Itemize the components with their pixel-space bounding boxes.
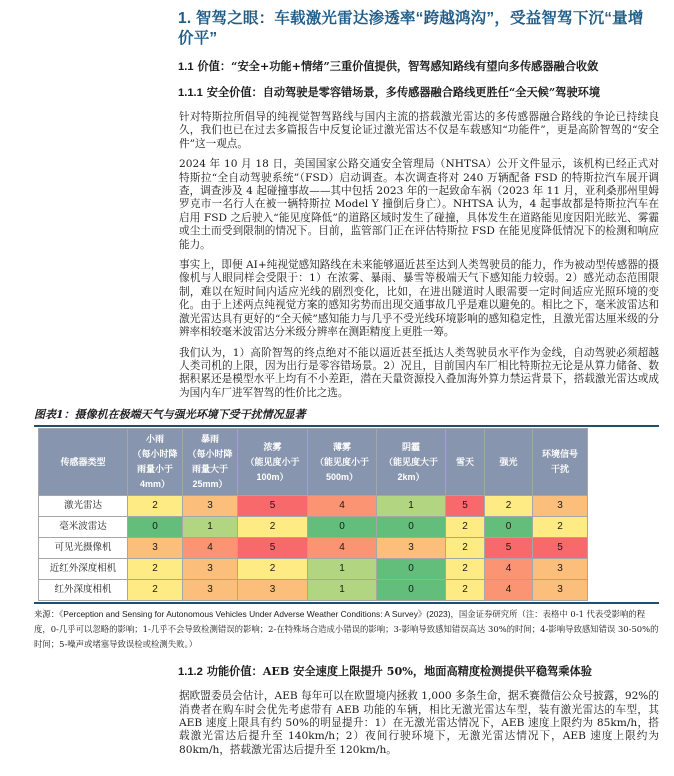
impact-score-cell: 5 xyxy=(485,538,533,559)
paragraph-vision-debate: 针对特斯拉所倡导的纯视觉智驾路线与国内主流的搭载激光雷达的多传感器融合路线的争论已持续良久，我们也已在过去多篇报告中反复论证过激光雷达不仅是车载感知“功能件”，更是高阶智驾的“安全件”这一观点。 xyxy=(179,111,659,150)
figure-block xyxy=(34,407,659,652)
heading-number: 1.1.1 xyxy=(178,87,203,99)
heading-number: 1.1.2 xyxy=(178,666,203,679)
impact-score-cell: 5 xyxy=(238,496,308,517)
column-header-condition: 环境信号 干扰 xyxy=(533,429,588,496)
figure-source xyxy=(34,607,659,652)
row-sensor-name: 激光雷达 xyxy=(39,496,128,517)
impact-score-cell: 1 xyxy=(308,580,377,601)
impact-score-cell: 4 xyxy=(308,496,377,517)
section-heading-1-1 xyxy=(178,59,659,75)
impact-score-cell: 5 xyxy=(533,538,588,559)
impact-score-cell: 3 xyxy=(533,496,588,517)
table-row xyxy=(39,580,588,601)
row-sensor-name: 红外深度相机 xyxy=(39,580,128,601)
column-header-condition: 薄雾 （能见度小于 500m） xyxy=(308,429,377,496)
upper-text-column xyxy=(178,9,659,400)
impact-score-cell: 0 xyxy=(377,559,446,580)
column-header-condition: 暴雨 （每小时降 雨量大于 25mm） xyxy=(183,429,238,496)
impact-score-cell: 3 xyxy=(533,559,588,580)
paragraph-our-view: 我们认为，1）高阶智驾的终点绝对不能以逼近甚至抵达人类驾驶员水平作为金线，自动驾驶必须超越人类司机的上限，因为出行是零容错场景。2）况且，目前国内车厂相比特斯拉无论是从算力储备、数据积累还是模型水平上均有不小差距，潜在天量资源投入叠加海外算力禁运背景下，搭载激光雷达或成为国内车厂进军智驾的性价比之选。 xyxy=(179,346,659,399)
table-header-row xyxy=(39,429,588,496)
impact-score-cell: 5 xyxy=(238,538,308,559)
paragraph-nhtsa-investigation: 2024 年 10 月 18 日，美国国家公路交通安全管理局（NHTSA）公开文件显示，该机构已经正式对特斯拉“全自动驾驶系统”（FSD）启动调查。本次调查将对 240 万辆配备 FSD 的特斯拉汽车展开调查，调查涉及 4 起碰撞事故——其中包括 2023 年的一起致命车祸（2023 年 11 月，亚利桑那州里姆罗克市一名行人在被一辆特斯拉 Model Y 撞倒后身亡）。NHTSA 认为，4 起事故都是特斯拉汽车在启用 FSD 之后驶入“能见度降低”的道路区域时发生了碰撞，具体发生在道路能见度因阳光眩光、雾霾或尘土而受到限制的情况下。目前，监管部门正在评估特斯拉 FSD 在能见度降低情况下的检测和响应能力。 xyxy=(179,158,659,251)
figure-bottom-rule xyxy=(34,602,659,604)
impact-score-cell: 3 xyxy=(183,496,238,517)
impact-score-cell: 0 xyxy=(308,517,377,538)
figure-label: 图表1： xyxy=(34,408,75,422)
source-note: ，国金证券研究所（注：表格中 0-1 代表受影响的程度，0-几乎可以忽略的影响；1-几乎不会导致检测错误的影响；2-在特殊场合造成小错误的影响；3-影响导致感知错误高达 30%的时间；4-影响导致感知错误 30-50%的时间；5-噪声或堵塞导致误检或检测失败。） xyxy=(34,609,659,650)
column-header-condition: 阴霾 （能见度大于 2km） xyxy=(377,429,446,496)
impact-score-cell: 2 xyxy=(446,580,485,601)
row-sensor-name: 毫米波雷达 xyxy=(39,517,128,538)
lower-text-column xyxy=(178,664,659,757)
impact-score-cell: 5 xyxy=(446,496,485,517)
table-row xyxy=(39,559,588,580)
table-row xyxy=(39,538,588,559)
paragraph-aeb: 据欧盟委员会估计，AEB 每年可以在欧盟境内拯救 1,000 多条生命，据禾赛微信公众号披露，92%的消费者在购车时会优先考虑带有 AEB 功能的车辆，相比无激光雷达车型，装有激光雷达的车型，其 AEB 速度上限具有约 50%的明显提升：1）在无激光雷达情况下，AEB 速度上限约为 85km/h，搭载激光雷达后提升至 140km/h；2）夜间行驶环境下，无激光雷达情况下，AEB 速度上限约为 80km/h，搭载激光雷达后提升至 120km/h。 xyxy=(179,690,659,756)
impact-score-cell: 3 xyxy=(183,559,238,580)
source-prefix: 来源： xyxy=(34,609,60,620)
impact-score-cell: 3 xyxy=(533,580,588,601)
impact-score-cell: 2 xyxy=(238,559,308,580)
impact-score-cell: 0 xyxy=(377,580,446,601)
paragraph-camera-limits: 事实上，即便 AI+纯视觉感知路线在未来能够逼近甚至达到人类驾驶员的能力，作为被动型传感器的摄像机与人眼同样会受限于：1）在浓雾、暴雨、暴雪等极端天气下感知能力较弱。2）感光动态范围限制，难以在短时间内适应光线的剧烈变化，比如，在进出隧道时人眼需要一定时间适应光照环境的变化。由于上述两点纯视觉方案的感知劣势而出现交通事故几乎是难以避免的。相比之下，毫米波雷达和激光雷达具有更好的“全天候”感知能力与几乎不受光线环境影响的感知稳定性，且激光雷达厘米级的分辨率相较毫米波雷达分米级分辨率在测距精度上更胜一筹。 xyxy=(179,259,659,339)
sensor-interference-table xyxy=(38,428,588,601)
impact-score-cell: 2 xyxy=(128,580,183,601)
heading-text: 价值：“安全+功能+情绪”三重价值提供，智驾感知路线有望向多传感器融合收敛 xyxy=(193,59,599,73)
source-title: 《Perception and Sensing for Autonomous Vehicles Under Adverse Weather Conditions: A Survey》(2023) xyxy=(59,609,451,620)
table-row xyxy=(39,496,588,517)
section-heading-1: 1. 智驾之眼：车载激光雷达渗透率“跨越鸿沟”，受益智驾下沉“量增价平” xyxy=(178,10,644,47)
table-row xyxy=(39,517,588,538)
impact-score-cell: 2 xyxy=(238,517,308,538)
impact-score-cell: 3 xyxy=(183,580,238,601)
impact-score-cell: 2 xyxy=(533,517,588,538)
impact-score-cell: 4 xyxy=(183,538,238,559)
column-header-sensor-type: 传感器类型 xyxy=(39,429,128,496)
section-heading-1-1-2 xyxy=(178,664,659,680)
column-header-condition: 强光 xyxy=(485,429,533,496)
impact-score-cell: 2 xyxy=(446,538,485,559)
impact-score-cell: 2 xyxy=(446,559,485,580)
impact-score-cell: 0 xyxy=(485,517,533,538)
heading-text: 安全价值：自动驾驶是零容错场景，多传感器融合路线更胜任“全天候”驾驶环境 xyxy=(202,85,601,99)
impact-score-cell: 4 xyxy=(485,580,533,601)
impact-score-cell: 2 xyxy=(128,496,183,517)
figure-top-rule xyxy=(34,425,659,427)
impact-score-cell: 4 xyxy=(485,559,533,580)
impact-score-cell: 4 xyxy=(308,538,377,559)
row-sensor-name: 近红外深度相机 xyxy=(39,559,128,580)
impact-score-cell: 1 xyxy=(183,517,238,538)
section-heading-1-1-1 xyxy=(178,85,659,101)
impact-score-cell: 2 xyxy=(446,517,485,538)
impact-score-cell: 1 xyxy=(308,559,377,580)
impact-score-cell: 3 xyxy=(128,538,183,559)
heading-text: 功能价值：AEB 安全速度上限提升 50%，地面高精度检测提供平稳驾乘体验 xyxy=(202,664,592,679)
impact-score-cell: 1 xyxy=(377,496,446,517)
figure-title: 摄像机在极端天气与强光环境下受干扰情况显著 xyxy=(74,408,306,422)
impact-score-cell: 0 xyxy=(128,517,183,538)
column-header-condition: 雪天 xyxy=(446,429,485,496)
heading-number: 1.1 xyxy=(178,61,194,73)
impact-score-cell: 3 xyxy=(238,580,308,601)
impact-score-cell: 3 xyxy=(377,538,446,559)
row-sensor-name: 可见光摄像机 xyxy=(39,538,128,559)
impact-score-cell: 2 xyxy=(485,496,533,517)
column-header-condition: 浓雾 （能见度小于 100m） xyxy=(238,429,308,496)
figure-caption xyxy=(34,407,659,422)
impact-score-cell: 2 xyxy=(128,559,183,580)
column-header-condition: 小雨 （每小时降 雨量小于 4mm） xyxy=(128,429,183,496)
impact-score-cell: 0 xyxy=(377,517,446,538)
